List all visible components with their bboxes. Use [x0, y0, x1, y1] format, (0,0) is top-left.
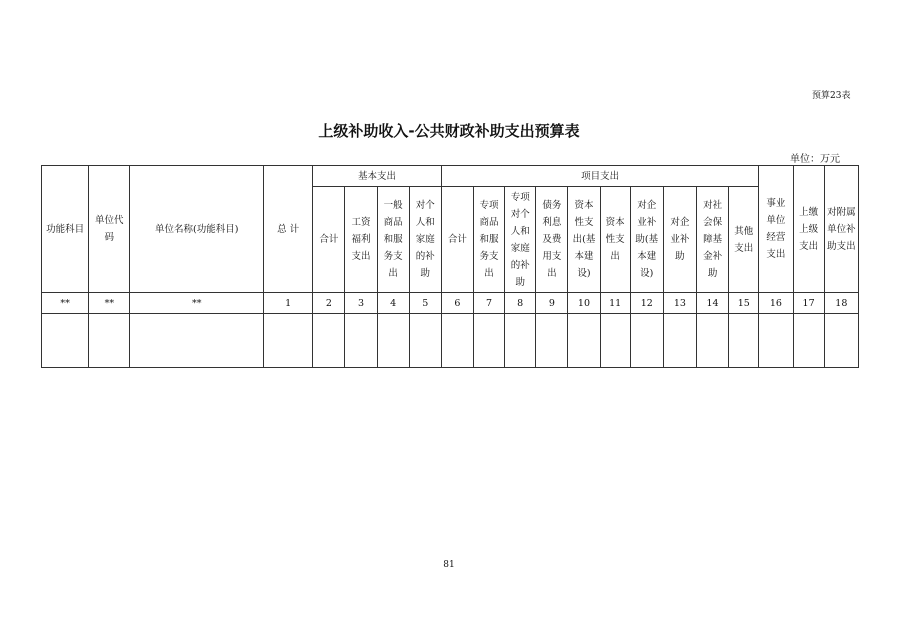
header-unit-name: 单位名称(功能科目) — [130, 166, 264, 293]
data-cell — [473, 314, 504, 368]
code-cell: 10 — [568, 293, 600, 314]
data-cell — [729, 314, 759, 368]
unit-label: 单位：万元 — [790, 154, 840, 165]
header-basic-col: 工资 福利 支出 — [345, 187, 377, 293]
header-project-col: 对企 业补 助 — [663, 187, 696, 293]
data-cell — [536, 314, 568, 368]
data-cell — [130, 314, 264, 368]
data-cell — [568, 314, 600, 368]
header-basic-col: 对个 人和 家庭 的补 助 — [409, 187, 441, 293]
code-cell: 1 — [264, 293, 313, 314]
header-unit-code: 单位代 码 — [89, 166, 130, 293]
header-project-col: 专项 对个 人和 家庭 的补 助 — [505, 187, 536, 293]
code-cell: 15 — [729, 293, 759, 314]
code-cell: 18 — [824, 293, 858, 314]
header-total: 总 计 — [264, 166, 313, 293]
header-project-col: 其他 支出 — [729, 187, 759, 293]
code-cell: 9 — [536, 293, 568, 314]
data-cell — [313, 314, 345, 368]
data-cell — [264, 314, 313, 368]
code-cell: 6 — [441, 293, 473, 314]
header-project-col: 资本 性支 出 — [600, 187, 630, 293]
budget-table — [41, 165, 859, 368]
header-project-group: 项目支出 — [441, 166, 759, 187]
code-cell: 16 — [759, 293, 793, 314]
code-cell: 14 — [697, 293, 729, 314]
code-cell: 13 — [663, 293, 696, 314]
data-cell — [89, 314, 130, 368]
code-cell: 12 — [630, 293, 663, 314]
header-project-col: 合计 — [441, 187, 473, 293]
data-cell — [824, 314, 858, 368]
header-project-col: 对社 会保 障基 金补 助 — [697, 187, 729, 293]
data-cell — [345, 314, 377, 368]
data-cell — [409, 314, 441, 368]
code-cell: 5 — [409, 293, 441, 314]
header-func-subject: 功能科目 — [42, 166, 89, 293]
header-row-group — [42, 166, 859, 187]
header-enterprise: 事业 单位 经营 支出 — [759, 166, 793, 293]
code-cell: ** — [130, 293, 264, 314]
code-cell: 11 — [600, 293, 630, 314]
header-upper-pay: 上缴 上级 支出 — [793, 166, 824, 293]
form-number: 预算23表 — [812, 91, 851, 101]
code-cell: ** — [42, 293, 89, 314]
data-cell — [630, 314, 663, 368]
code-cell: ** — [89, 293, 130, 314]
data-cell — [697, 314, 729, 368]
data-cell — [441, 314, 473, 368]
header-project-col: 专项 商品 和服 务支 出 — [473, 187, 504, 293]
header-project-col: 对企 业补 助(基 本建 设) — [630, 187, 663, 293]
data-cell — [759, 314, 793, 368]
page-number: 81 — [443, 560, 455, 570]
header-project-col: 资本 性支 出(基 本建 设) — [568, 187, 600, 293]
header-basic-col: 一般 商品 和服 务支 出 — [377, 187, 409, 293]
data-cell — [505, 314, 536, 368]
data-cell — [793, 314, 824, 368]
data-cell — [600, 314, 630, 368]
code-cell: 17 — [793, 293, 824, 314]
data-cell — [377, 314, 409, 368]
header-basic-group: 基本支出 — [313, 166, 442, 187]
data-row-empty — [42, 314, 859, 368]
header-basic-col: 合计 — [313, 187, 345, 293]
code-cell: 8 — [505, 293, 536, 314]
code-row — [42, 293, 859, 314]
page-title: 上级补助收入-公共财政补助支出预算表 — [318, 122, 580, 140]
code-cell: 2 — [313, 293, 345, 314]
data-cell — [42, 314, 89, 368]
code-cell: 3 — [345, 293, 377, 314]
header-project-col: 债务 利息 及费 用支 出 — [536, 187, 568, 293]
data-cell — [663, 314, 696, 368]
code-cell: 7 — [473, 293, 504, 314]
code-cell: 4 — [377, 293, 409, 314]
header-subsidiary: 对附属 单位补 助支出 — [824, 166, 858, 293]
